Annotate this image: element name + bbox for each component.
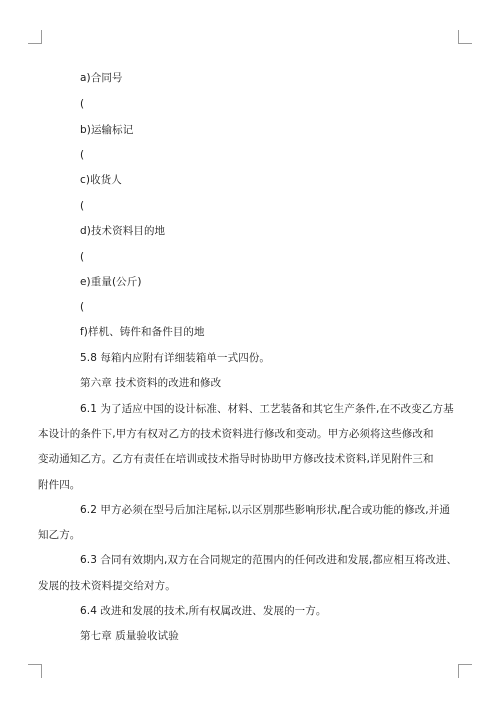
paragraph-clause-6-3: 6.3 合同有效期内,双方在合同规定的范围内的任何改进和发展,都应相互将改进、: [80, 554, 458, 566]
paragraph-clause-6-1-cont: 变动通知乙方。乙方有责任在培训或技术指导时协助甲方修改技术资料,详见附件三和: [38, 453, 434, 465]
list-item-contract-number: a)合同号: [80, 72, 123, 84]
list-item-destination: d)技术资料目的地: [80, 225, 166, 237]
paragraph-clause-6-4: 6.4 改进和发展的技术,所有权属改进、发展的一方。: [80, 605, 327, 617]
crop-mark-bottom-right: [458, 664, 472, 678]
crop-mark-bottom-left: [28, 664, 42, 678]
list-item-consignee: c)收货人: [80, 174, 122, 186]
chapter-heading-6: 第六章 技术资料的改进和修改: [80, 377, 222, 389]
list-item-shipping-mark: b)运输标记: [80, 124, 134, 136]
crop-mark-top-left: [28, 30, 42, 44]
list-item-sample-destination: f)样机、铸件和备件目的地: [80, 326, 205, 338]
paragraph-clause-6-2-cont: 知乙方。: [38, 529, 81, 541]
paragraph-clause-6-1-cont: 本设计的条件下,甲方有权对乙方的技术资料进行修改和变动。甲方必须将这些修改和: [38, 428, 434, 440]
chapter-heading-7: 第七章 质量验收试验: [80, 630, 179, 642]
list-item-placeholder: (: [80, 200, 85, 212]
crop-mark-top-right: [458, 30, 472, 44]
paragraph-clause-6-1-cont: 附件四。: [38, 479, 81, 491]
paragraph-clause-6-2: 6.2 甲方必须在型号后加注尾标,以示区别那些影响形状,配合或功能的修改,并通: [80, 504, 450, 516]
list-item-placeholder: (: [80, 98, 85, 110]
paragraph-clause-6-3-cont: 发展的技术资料提交给对方。: [38, 580, 176, 592]
paragraph-clause-5-8: 5.8 每箱内应附有详细装箱单一式四份。: [80, 352, 271, 364]
list-item-placeholder: (: [80, 149, 85, 161]
list-item-weight: e)重量(公斤): [80, 276, 142, 288]
list-item-placeholder: (: [80, 301, 85, 313]
list-item-placeholder: (: [80, 251, 85, 263]
paragraph-clause-6-1: 6.1 为了适应中国的设计标准、材料、工艺装备和其它生产条件,在不改变乙方基: [80, 403, 454, 415]
